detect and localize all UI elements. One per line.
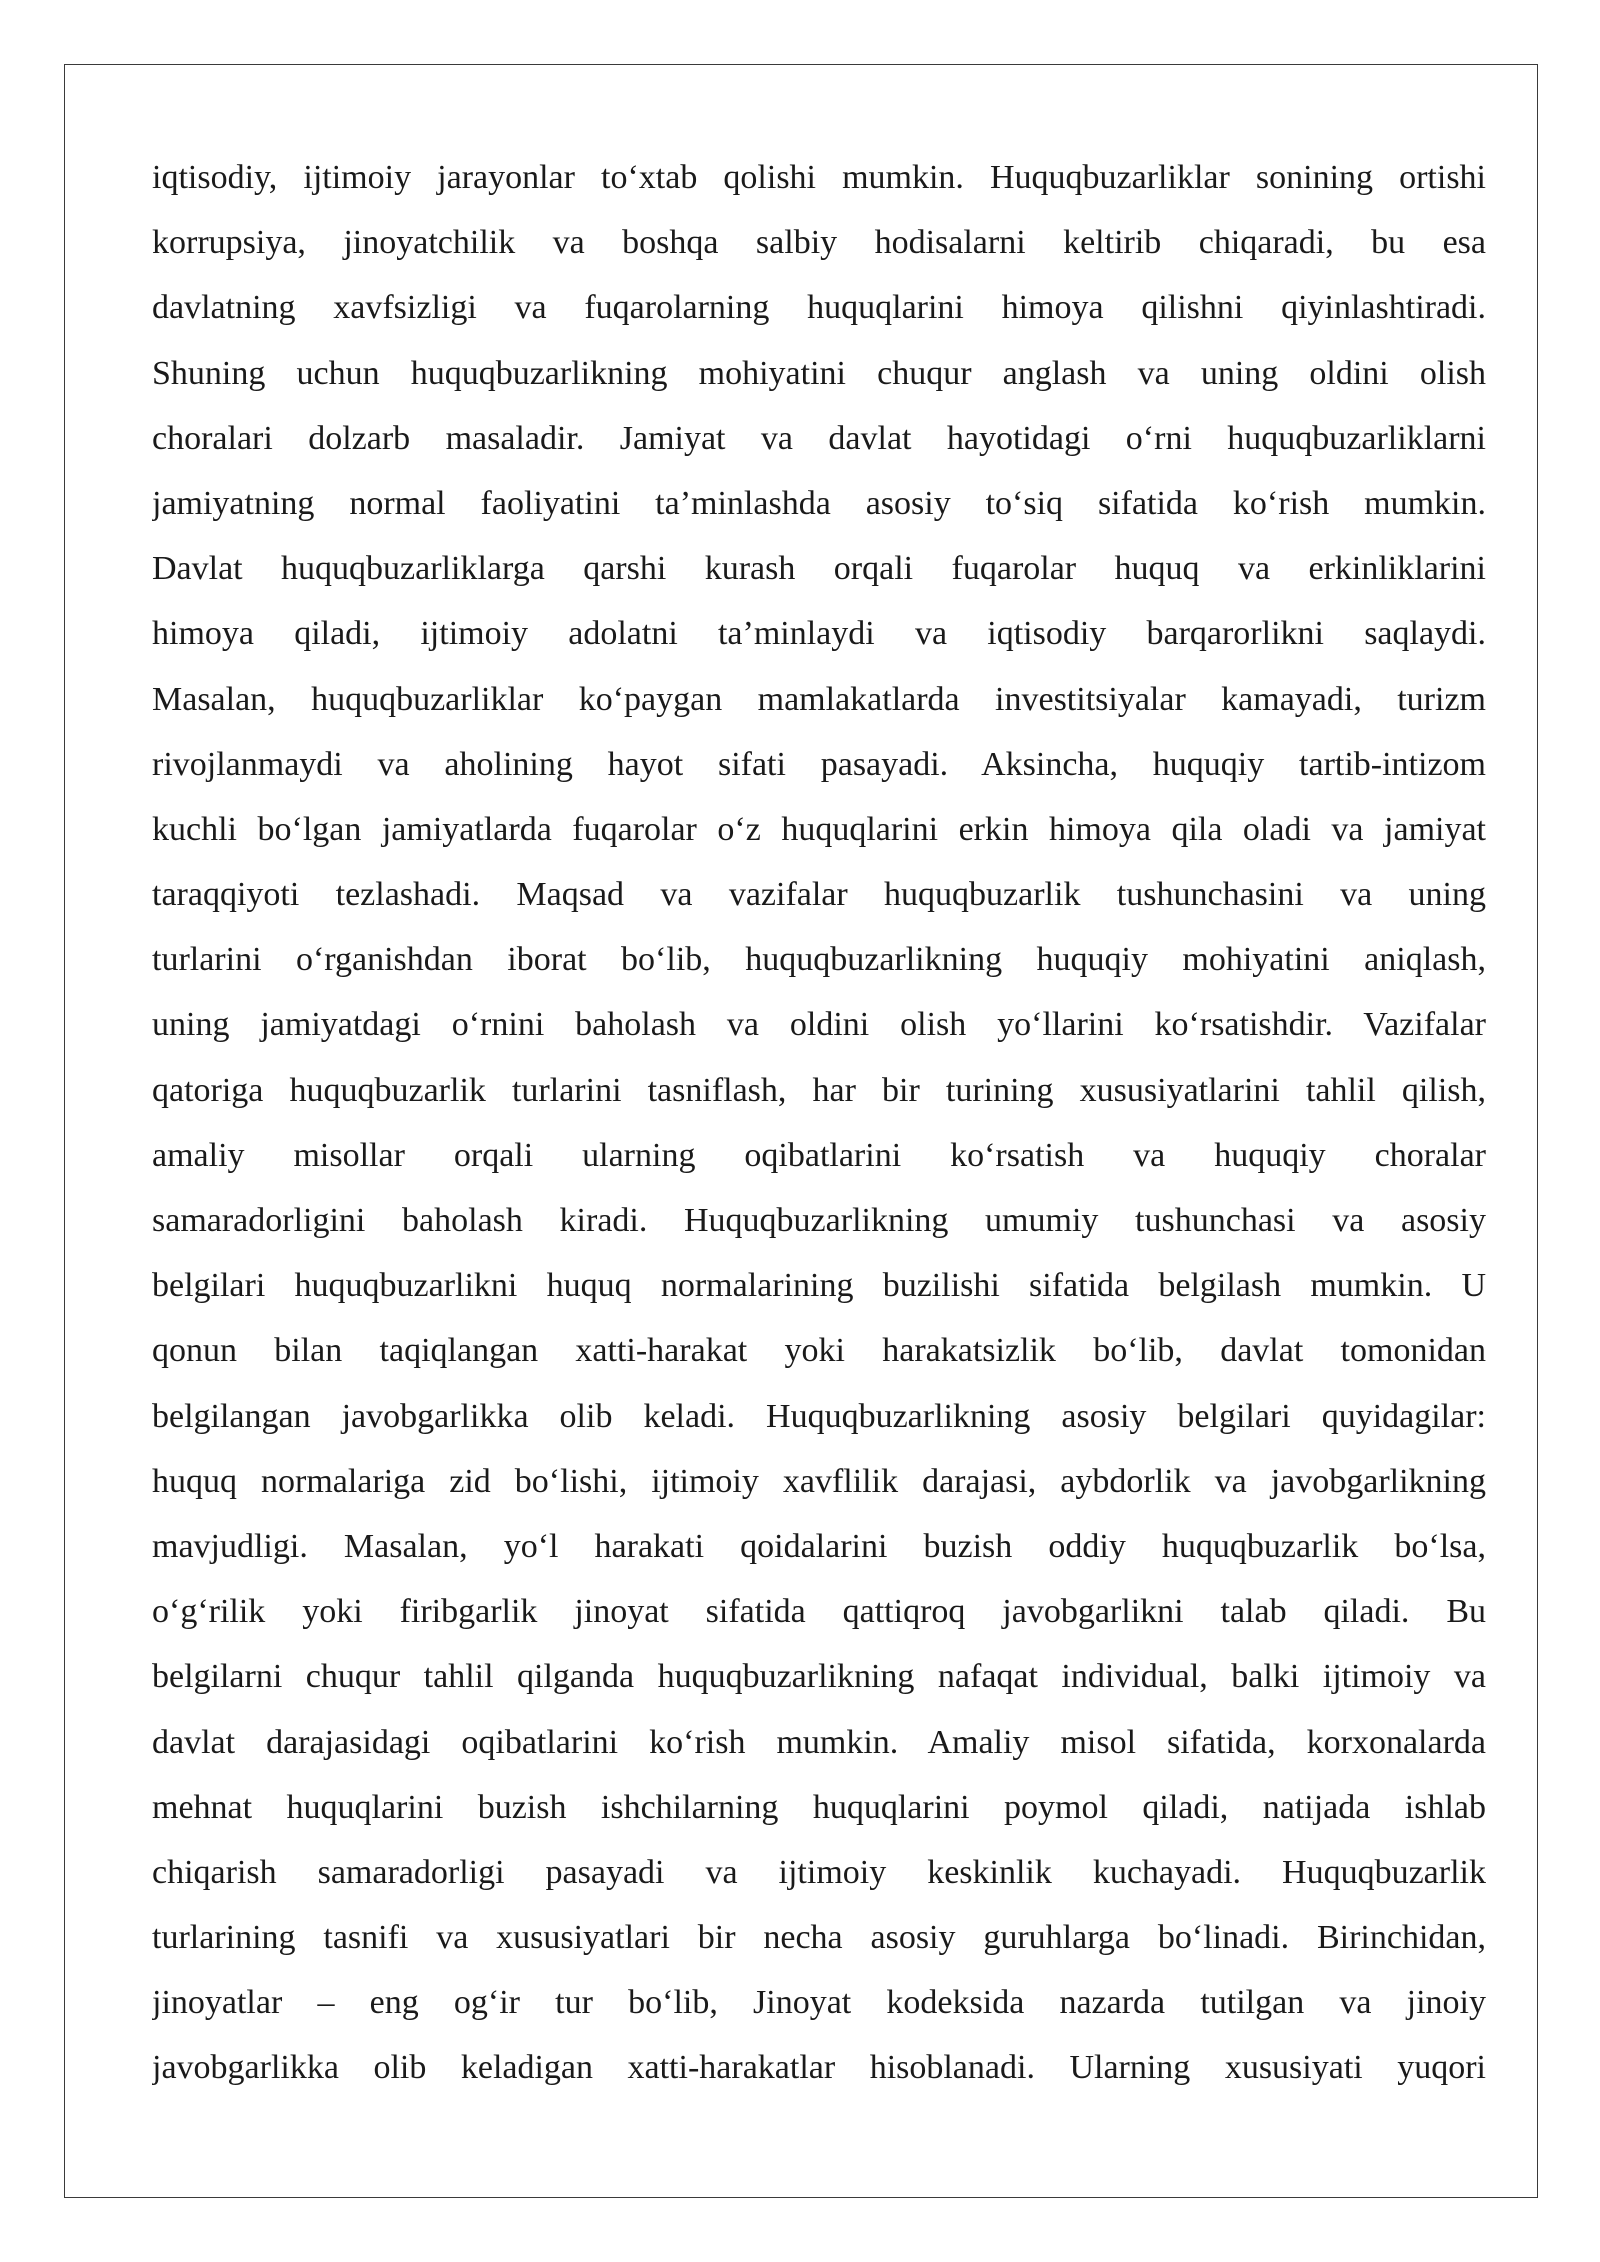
body-text [152,145,1486,2101]
text-line: turlarining tasnifi va xususiyatlari bir necha asosiy guruhlarga boʻlinadi. Birinchidan, [152,1919,1486,1957]
text-line: Shuning uchun huquqbuzarlikning mohiyatini chuqur anglash va uning oldini olish [152,354,1486,392]
text-line: davlatning xavfsizligi va fuqarolarning huquqlarini himoya qilishni qiyinlashtiradi. [152,289,1486,327]
text-line: davlat darajasidagi oqibatlarini koʻrish mumkin. Amaliy misol sifatida, korxonalarda [152,1723,1486,1761]
text-line: uning jamiyatdagi oʻrnini baholash va oldini olish yoʻllarini koʻrsatishdir. Vazifalar [152,1006,1486,1044]
text-line: amaliy misollar orqali ularning oqibatlarini koʻrsatish va huquqiy choralar [152,1136,1486,1174]
text-line: samaradorligini baholash kiradi. Huquqbuzarlikning umumiy tushunchasi va asosiy [152,1202,1486,1239]
text-line: Davlat huquqbuzarliklarga qarshi kurash orqali fuqarolar huquq va erkinliklarini [152,550,1486,588]
text-line: javobgarlikka olib keladigan xatti-harakatlar hisoblanadi. Ularning xususiyati yuqori [152,2049,1486,2087]
text-line: jamiyatning normal faoliyatini ta’minlashda asosiy toʻsiq sifatida koʻrish mumkin. [152,484,1486,522]
text-line: iqtisodiy, ijtimoiy jarayonlar toʻxtab qolishi mumkin. Huquqbuzarliklar sonining ortishi [152,159,1486,196]
text-line: Masalan, huquqbuzarliklar koʻpaygan mamlakatlarda investitsiyalar kamayadi, turizm [152,680,1486,718]
text-line: belgilari huquqbuzarlikni huquq normalarining buzilishi sifatida belgilash mumkin. U [152,1267,1486,1305]
text-line: korrupsiya, jinoyatchilik va boshqa salbiy hodisalarni keltirib chiqaradi, bu esa [152,224,1486,262]
text-line: belgilarni chuqur tahlil qilganda huquqbuzarlikning nafaqat individual, balki ijtimoiy va [152,1658,1486,1696]
text-line: rivojlanmaydi va aholining hayot sifati pasayadi. Aksincha, huquqiy tartib-intizom [152,745,1486,783]
text-line: turlarini oʻrganishdan iborat boʻlib, huquqbuzarlikning huquqiy mohiyatini aniqlash, [152,941,1486,979]
text-line: huquq normalariga zid boʻlishi, ijtimoiy xavflilik darajasi, aybdorlik va javobgarlikning [152,1462,1486,1500]
text-line: belgilangan javobgarlikka olib keladi. Huquqbuzarlikning asosiy belgilari quyidagilar: [152,1397,1486,1435]
text-line: mavjudligi. Masalan, yoʻl harakati qoidalarini buzish oddiy huquqbuzarlik boʻlsa, [152,1527,1486,1565]
text-line: oʻgʻrilik yoki firibgarlik jinoyat sifatida qattiqroq javobgarlikni talab qiladi. Bu [152,1593,1486,1631]
text-line: taraqqiyoti tezlashadi. Maqsad va vazifalar huquqbuzarlik tushunchasini va uning [152,876,1486,914]
text-line: chiqarish samaradorligi pasayadi va ijtimoiy keskinlik kuchayadi. Huquqbuzarlik [152,1853,1486,1891]
text-line: himoya qiladi, ijtimoiy adolatni ta’minlaydi va iqtisodiy barqarorlikni saqlaydi. [152,615,1486,653]
text-line: qatoriga huquqbuzarlik turlarini tasniflash, har bir turining xususiyatlarini tahlil qilish, [152,1071,1486,1109]
text-line: qonun bilan taqiqlangan xatti-harakat yoki harakatsizlik boʻlib, davlat tomonidan [152,1332,1486,1370]
text-line: choralari dolzarb masaladir. Jamiyat va davlat hayotidagi oʻrni huquqbuzarliklarni [152,419,1486,457]
text-line: kuchli boʻlgan jamiyatlarda fuqarolar oʻz huquqlarini erkin himoya qila oladi va jamiyat [152,810,1486,848]
text-line: mehnat huquqlarini buzish ishchilarning huquqlarini poymol qiladi, natijada ishlab [152,1788,1486,1826]
text-line: jinoyatlar – eng ogʻir tur boʻlib, Jinoyat kodeksida nazarda tutilgan va jinoiy [152,1984,1486,2022]
